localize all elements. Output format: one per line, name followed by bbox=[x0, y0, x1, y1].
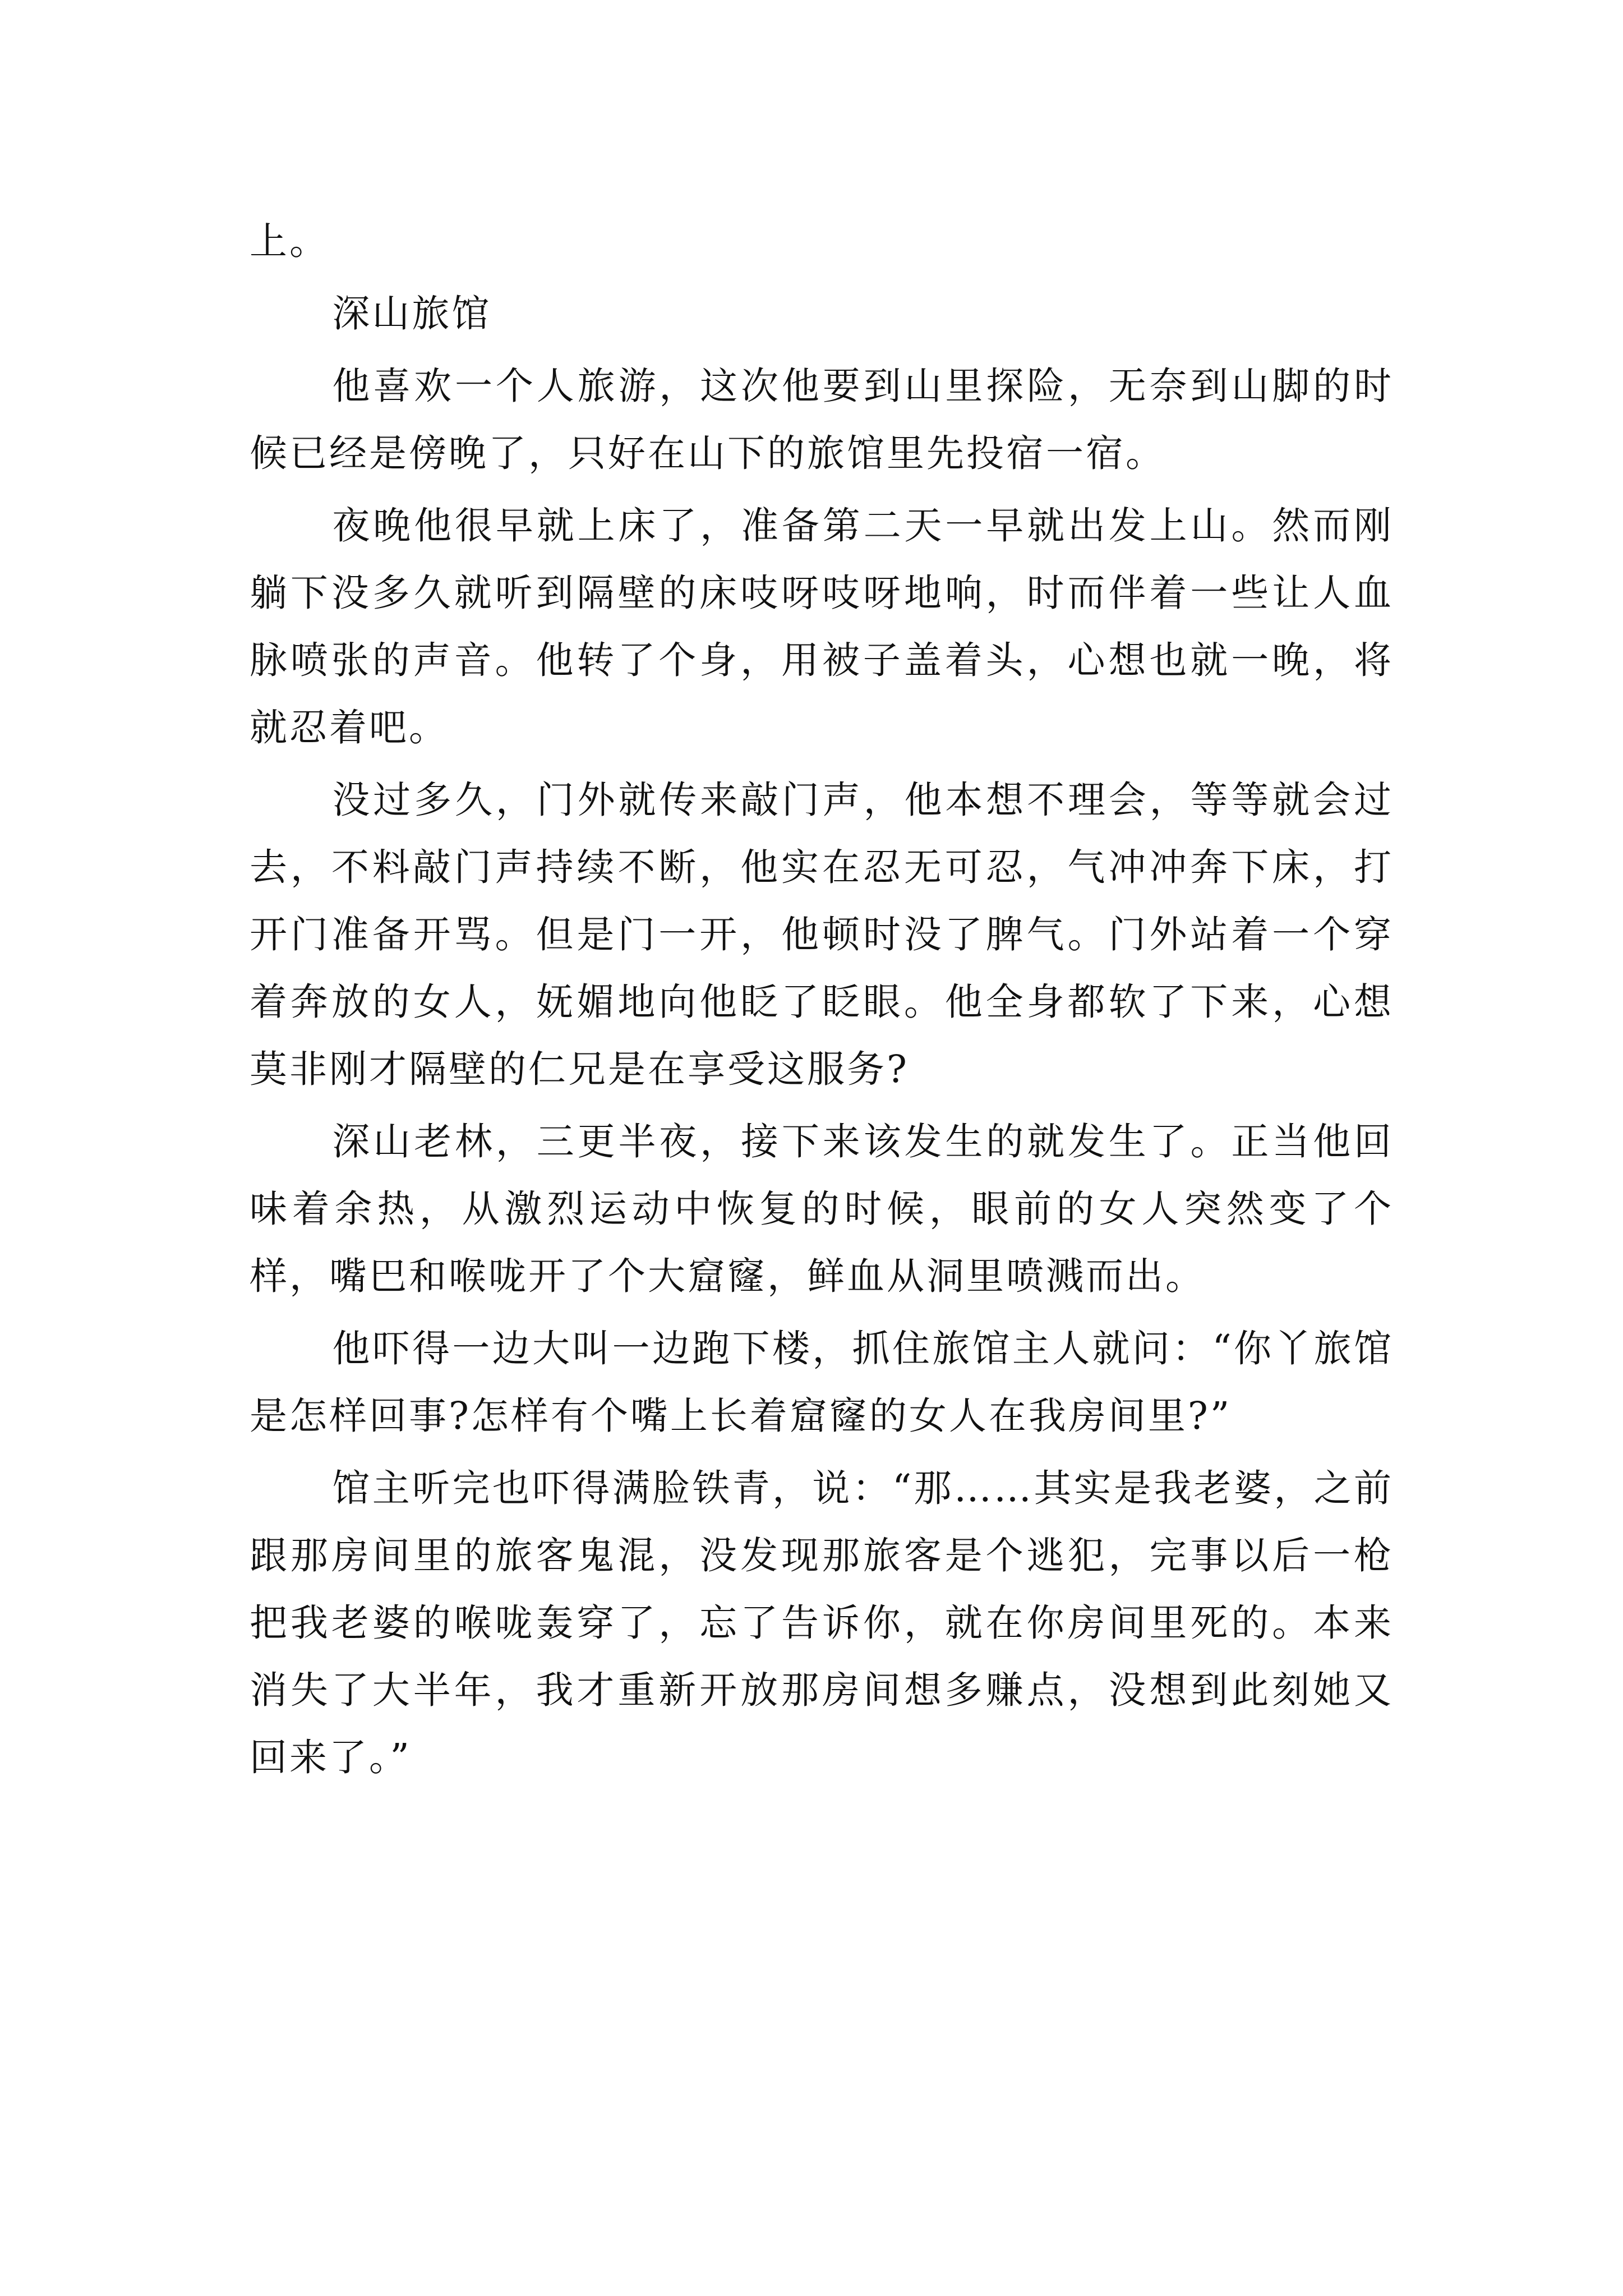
story-title: 深山旅馆 bbox=[332, 292, 492, 335]
paragraph: 他喜欢一个人旅游，这次他要到山里探险，无奈到山脚的时候已经是傍晚了，只好在山下的旅馆里先投宿一宿。 bbox=[250, 364, 1394, 475]
document-body bbox=[250, 208, 1394, 1796]
paragraph: 没过多久，门外就传来敲门声，他本想不理会，等等就会过去，不料敲门声持续不断，他实在忍无可忍，气冲冲奔下床，打开门准备开骂。但是门一开，他顿时没了脾气。门外站着一个穿着奔放的女人，妩媚地向他眨了眨眼。他全身都软了下来，心想莫非刚才隔壁的仁兄是在享受这服务? bbox=[250, 778, 1394, 1091]
paragraph: 馆主听完也吓得满脸铁青，说：“那……其实是我老婆，之前跟那房间里的旅客鬼混，没发现那旅客是个逃犯，完事以后一枪把我老婆的喉咙轰穿了，忘了告诉你，就在你房间里死的。本来消失了大半年，我才重新开放那房间想多赚点，没想到此刻她又回来了。” bbox=[250, 1466, 1394, 1779]
paragraph-continuation: 上。 bbox=[250, 219, 329, 263]
paragraph: 夜晚他很早就上床了，准备第二天一早就出发上山。然而刚躺下没多久就听到隔壁的床吱呀吱呀地响，时而伴着一些让人血脉喷张的声音。他转了个身，用被子盖着头，心想也就一晚，将就忍着吧。 bbox=[250, 504, 1394, 749]
paragraph: 深山老林，三更半夜，接下来该发生的就发生了。正当他回味着余热，从激烈运动中恢复的时候，眼前的女人突然变了个样，嘴巴和喉咙开了个大窟窿，鲜血从洞里喷溅而出。 bbox=[250, 1120, 1394, 1298]
paragraph: 他吓得一边大叫一边跑下楼，抓住旅馆主人就问：“你丫旅馆是怎样回事?怎样有个嘴上长着窟窿的女人在我房间里?” bbox=[250, 1327, 1394, 1438]
